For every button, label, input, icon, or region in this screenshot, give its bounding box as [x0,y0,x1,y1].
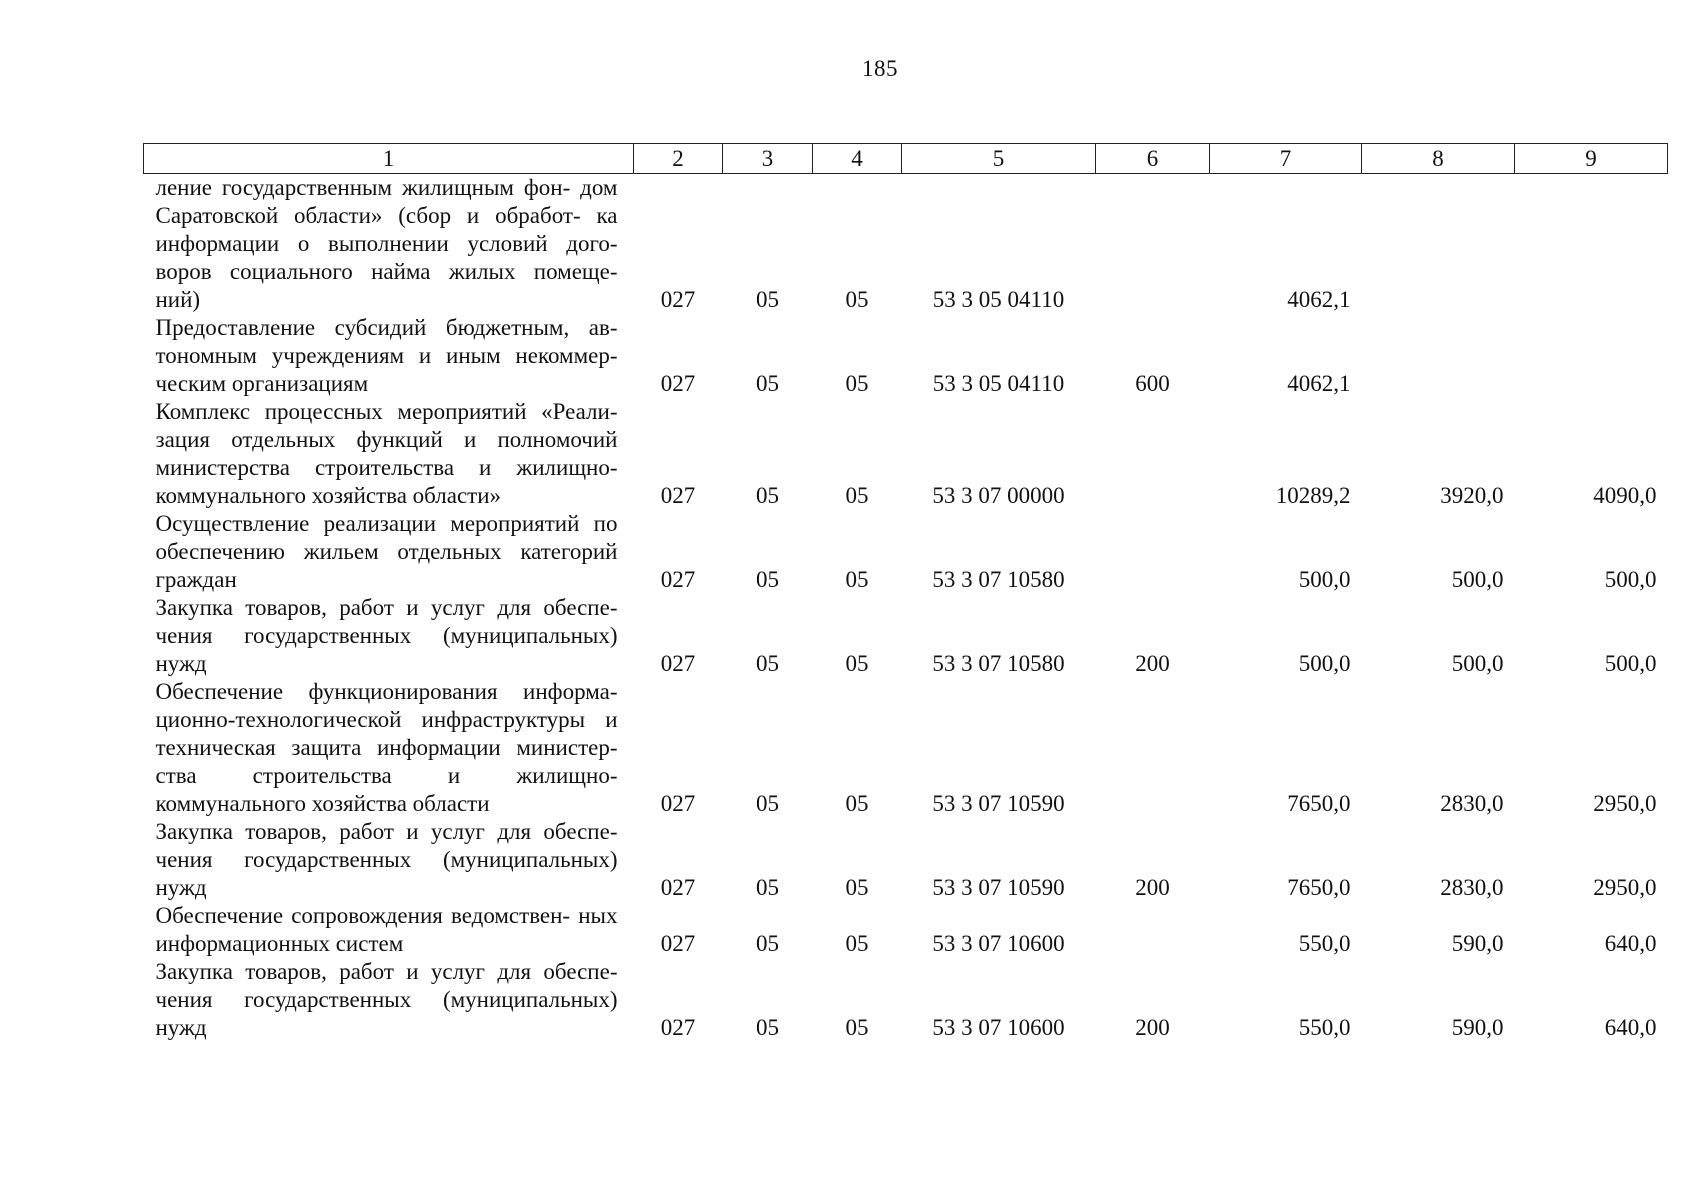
table-row [144,958,1668,1042]
section-code: 05 [756,287,779,312]
amount-col-9: 2950,0 [1593,875,1657,900]
section-code: 05 [756,651,779,676]
row-name: Обеспечение сопровождения ведомствен- ных информационных систем [155,903,618,956]
ministry-code: 027 [660,1015,696,1040]
subsection-code: 05 [845,1015,869,1040]
amount-col-7: 500,0 [1298,651,1351,676]
target-article-code: 53 3 07 00000 [932,483,1065,508]
amount-col-8: 500,0 [1451,567,1504,592]
table-row [144,678,1668,818]
budget-table [143,143,1668,1042]
amount-col-8: 3920,0 [1440,483,1504,508]
section-code: 05 [756,1015,779,1040]
amount-col-7: 10289,2 [1275,483,1351,508]
amount-col-7: 4062,1 [1287,287,1351,312]
subsection-code: 05 [845,371,869,396]
section-code: 05 [756,567,779,592]
ministry-code: 027 [660,287,696,312]
amount-col-7: 7650,0 [1287,791,1351,816]
expense-type-code: 200 [1135,875,1170,900]
subsection-code: 05 [845,287,869,312]
table-row [144,510,1668,594]
table-row [144,594,1668,678]
row-name: Осуществление реализации мероприятий по обеспечению жильем отдельных категорий граждан [155,511,618,592]
amount-col-7: 4062,1 [1287,371,1351,396]
section-code: 05 [756,931,779,956]
column-header-8: 8 [1362,144,1515,174]
expense-type-code: 200 [1135,1015,1170,1040]
amount-col-8: 2830,0 [1440,791,1504,816]
column-number-header-row [144,144,1668,174]
ministry-code: 027 [660,567,696,592]
page-number: 185 [862,56,898,81]
column-header-6: 6 [1096,144,1210,174]
target-article-code: 53 3 05 04110 [932,371,1065,396]
target-article-code: 53 3 07 10580 [932,567,1065,592]
column-header-3: 3 [723,144,813,174]
ministry-code: 027 [660,651,696,676]
subsection-code: 05 [845,875,869,900]
column-header-1: 1 [144,144,634,174]
target-article-code: 53 3 07 10590 [932,791,1065,816]
row-name: ление государственным жилищным фон- дом Саратовской области» (сбор и обработ- ка информации о выполнении условий дого- воров социального найма жилых помеще- ний) [155,175,618,312]
amount-col-8: 590,0 [1451,931,1504,956]
row-name: Комплекс процессных мероприятий «Реали- зация отдельных функций и полномочий министерства строительства и жилищно- коммунального хозяйства области» [155,399,618,508]
ministry-code: 027 [660,483,696,508]
target-article-code: 53 3 07 10580 [932,651,1065,676]
column-header-5: 5 [902,144,1096,174]
amount-col-9 [1515,174,1668,315]
table-row [144,902,1668,958]
table-row [144,314,1668,398]
table-body [144,174,1668,1043]
row-name: Закупка товаров, работ и услуг для обеспе- чения государственных (муниципальных) нужд [155,595,618,676]
table-row [144,174,1668,315]
amount-col-7: 500,0 [1298,567,1351,592]
amount-col-9: 640,0 [1604,1015,1657,1040]
expense-type-code [1096,902,1210,958]
expense-type-code: 600 [1135,371,1170,396]
amount-col-8: 2830,0 [1440,875,1504,900]
amount-col-7: 550,0 [1298,931,1351,956]
column-header-7: 7 [1210,144,1362,174]
expense-type-code [1096,174,1210,315]
amount-col-9 [1515,314,1668,398]
table-row [144,818,1668,902]
subsection-code: 05 [845,483,869,508]
amount-col-9: 4090,0 [1593,483,1657,508]
amount-col-7: 550,0 [1298,1015,1351,1040]
column-header-4: 4 [813,144,902,174]
row-name: Обеспечение функционирования информа- ционно-технологической инфраструктуры и техническая защита информации министер- ства строительства и жилищно- коммунального хозяйства области [155,679,618,816]
expense-type-code [1096,398,1210,510]
subsection-code: 05 [845,651,869,676]
ministry-code: 027 [660,371,696,396]
table-row [144,398,1668,510]
amount-col-9: 500,0 [1604,651,1657,676]
ministry-code: 027 [660,791,696,816]
amount-col-7: 7650,0 [1287,875,1351,900]
column-header-2: 2 [634,144,723,174]
target-article-code: 53 3 07 10600 [932,1015,1065,1040]
expense-type-code [1096,510,1210,594]
section-code: 05 [756,875,779,900]
amount-col-8 [1362,174,1515,315]
target-article-code: 53 3 07 10600 [932,931,1065,956]
row-name: Предоставление субсидий бюджетным, ав- тономным учреждениям и иным некоммер- ческим организациям [155,315,618,396]
amount-col-9: 640,0 [1604,931,1657,956]
subsection-code: 05 [845,567,869,592]
target-article-code: 53 3 05 04110 [932,287,1065,312]
section-code: 05 [756,483,779,508]
amount-col-8 [1362,314,1515,398]
ministry-code: 027 [660,931,696,956]
amount-col-9: 2950,0 [1593,791,1657,816]
expense-type-code [1096,678,1210,818]
column-header-9: 9 [1515,144,1668,174]
section-code: 05 [756,791,779,816]
subsection-code: 05 [845,931,869,956]
row-name: Закупка товаров, работ и услуг для обеспе- чения государственных (муниципальных) нужд [155,819,618,900]
subsection-code: 05 [845,791,869,816]
ministry-code: 027 [660,875,696,900]
expense-type-code: 200 [1135,651,1170,676]
section-code: 05 [756,371,779,396]
amount-col-8: 500,0 [1451,651,1504,676]
amount-col-8: 590,0 [1451,1015,1504,1040]
row-name: Закупка товаров, работ и услуг для обеспе- чения государственных (муниципальных) нужд [155,959,618,1040]
amount-col-9: 500,0 [1604,567,1657,592]
target-article-code: 53 3 07 10590 [932,875,1065,900]
